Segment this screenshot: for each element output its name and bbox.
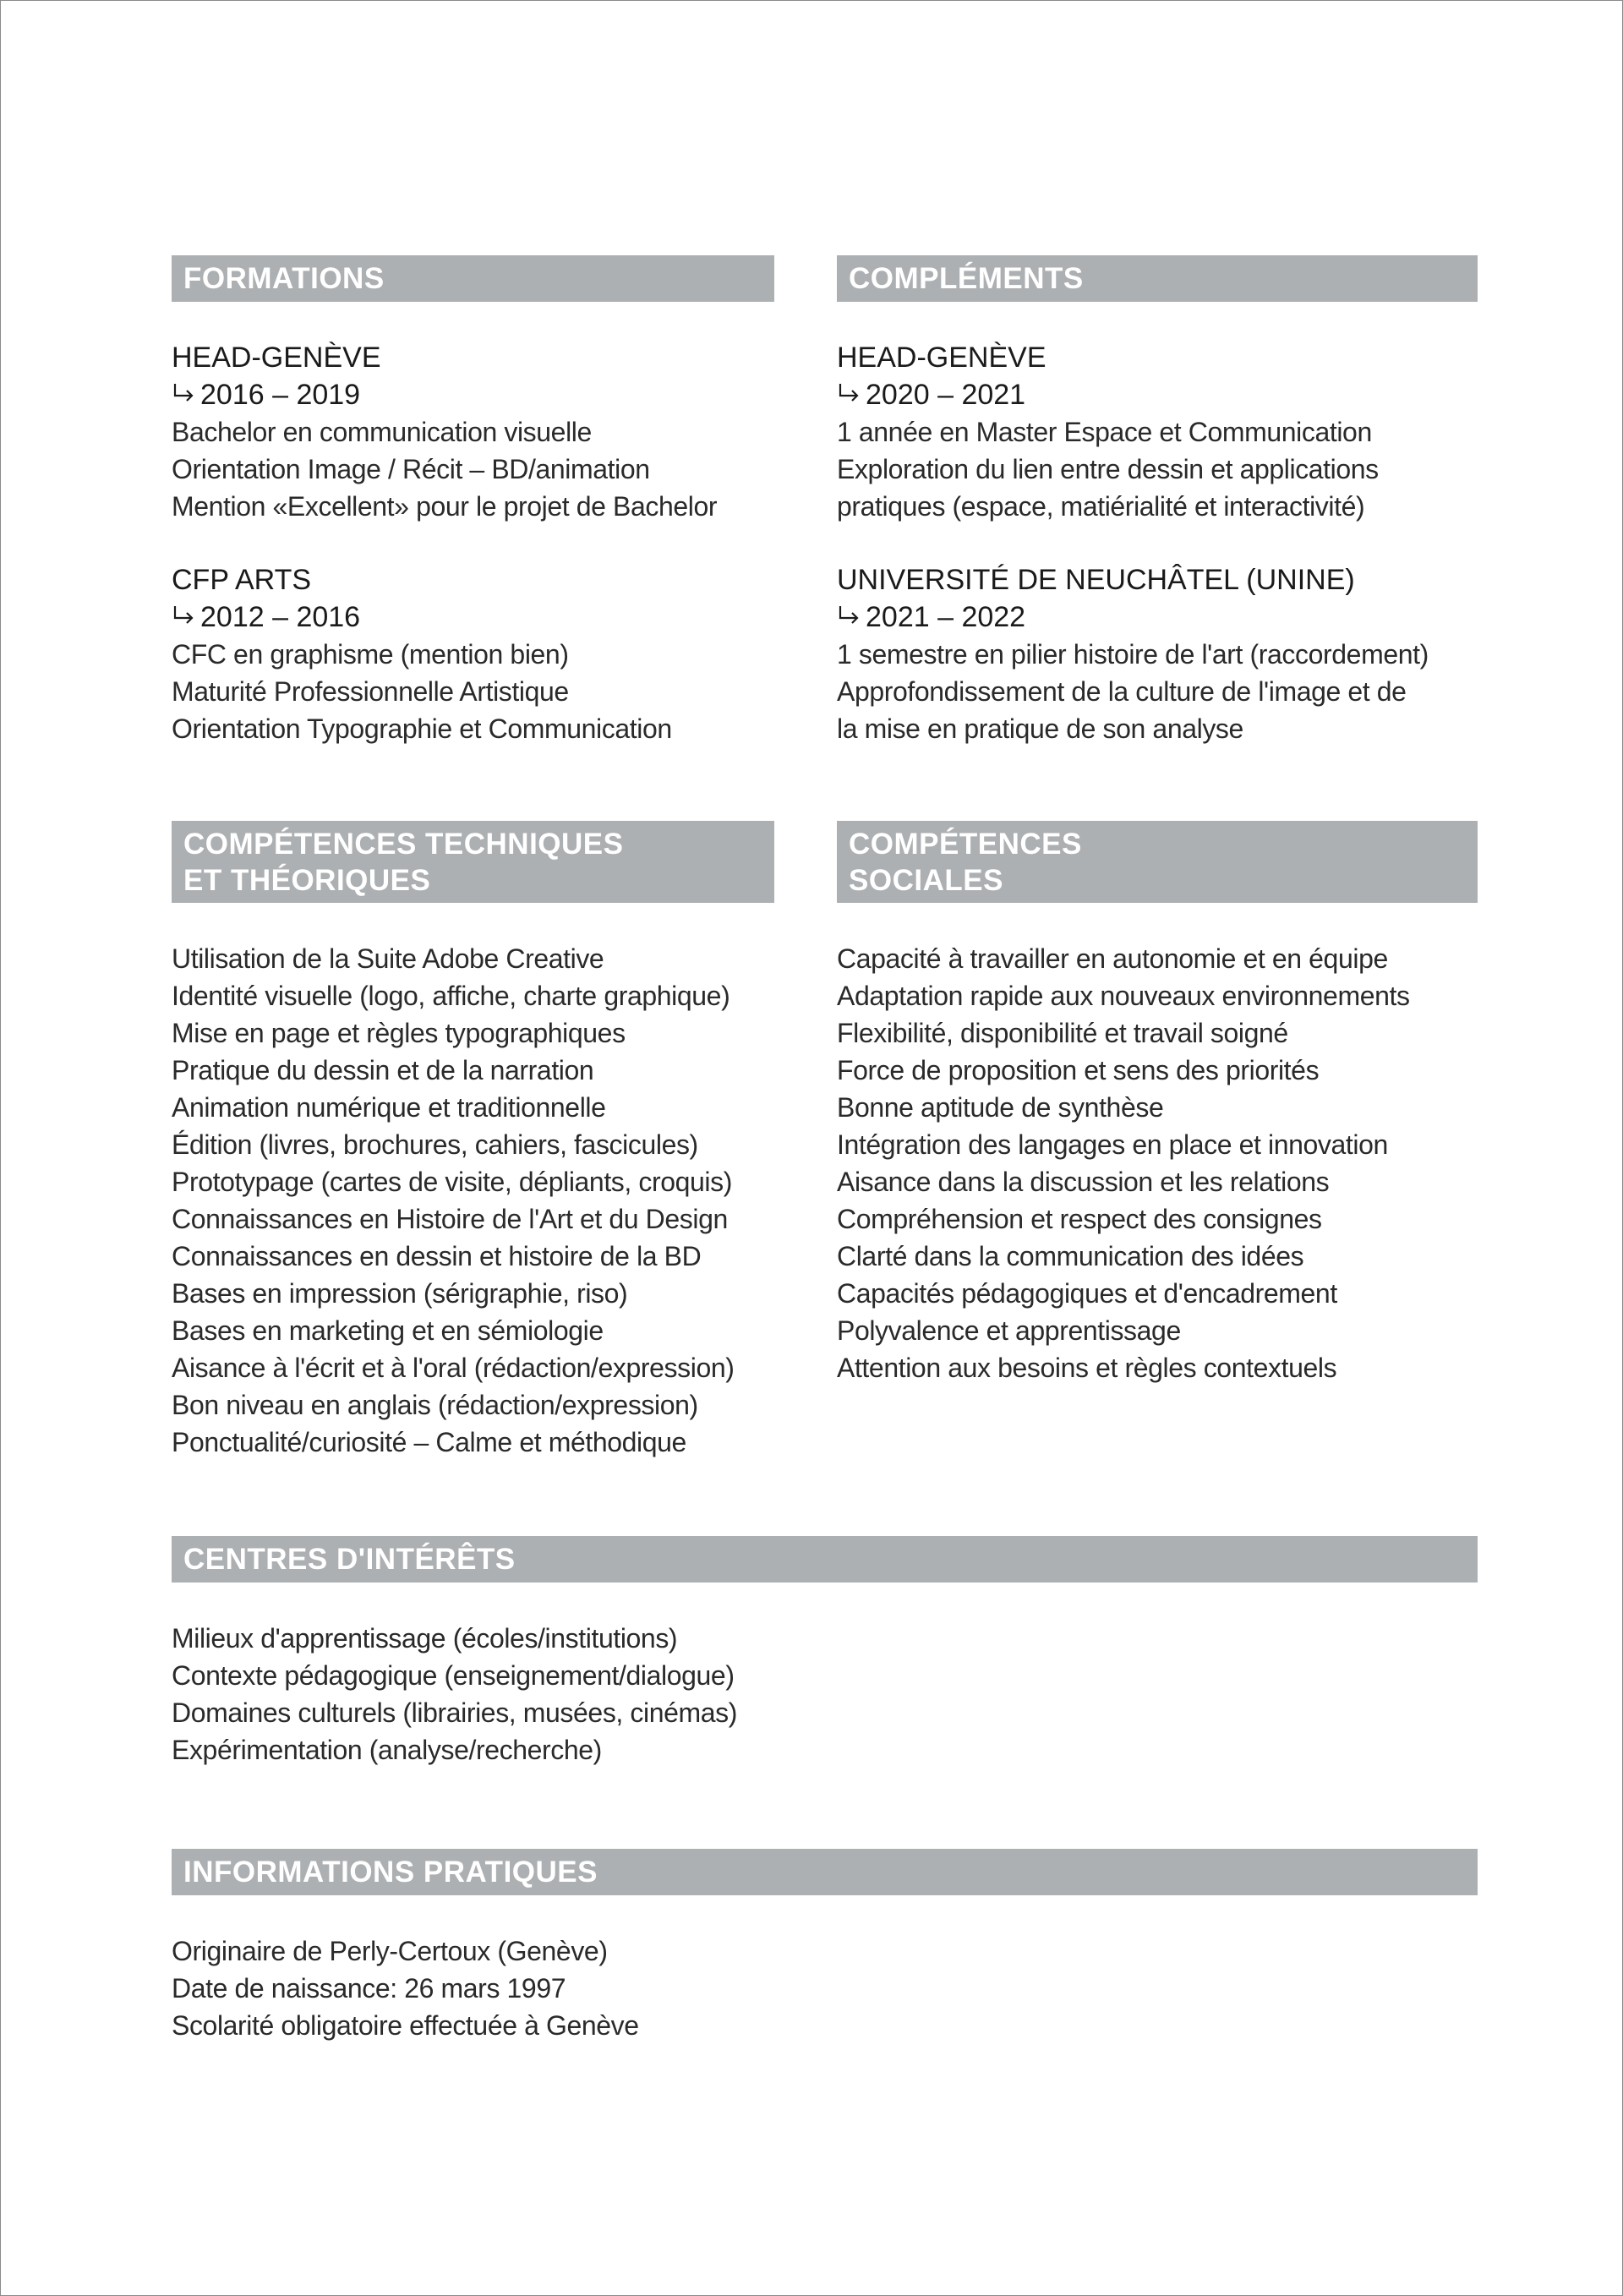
complement-entry (837, 339, 1478, 525)
list-item: Animation numérique et traditionnelle (172, 1092, 606, 1123)
entry-line: CFC en graphisme (mention bien) (172, 639, 569, 670)
competences-techniques-header (172, 821, 774, 903)
formation-entry (172, 561, 774, 747)
entry-line: Approfondissement de la culture de l'image et de (837, 676, 1407, 707)
entry-years (837, 376, 1478, 413)
complements-header-text: COMPLÉMENTS (849, 262, 1084, 295)
entry-line: Mention «Excellent» pour le projet de Bachelor (172, 491, 718, 522)
arrow-down-right-icon (837, 599, 861, 636)
list-item: Ponctualité/curiosité – Calme et méthodique (172, 1427, 686, 1457)
entry-line: la mise en pratique de son analyse (837, 713, 1243, 744)
entry-line: 1 année en Master Espace et Communication (837, 417, 1372, 447)
list-item: Utilisation de la Suite Adobe Creative (172, 943, 604, 974)
header-line: SOCIALES (849, 864, 1003, 897)
formations-header-text: FORMATIONS (183, 262, 385, 295)
competences-sociales-list (837, 940, 1478, 1386)
entry-school: CFP ARTS (172, 564, 312, 596)
entry-years (172, 376, 774, 413)
list-item: Connaissances en Histoire de l'Art et du Design (172, 1204, 728, 1234)
list-item: Intégration des langages en place et innovation (837, 1129, 1388, 1160)
list-item: Connaissances en dessin et histoire de la BD (172, 1241, 702, 1271)
entry-school: HEAD-GENÈVE (172, 342, 381, 374)
list-item: Date de naissance: 26 mars 1997 (172, 1973, 566, 2004)
list-item: Adaptation rapide aux nouveaux environnements (837, 981, 1410, 1011)
entry-line: Maturité Professionnelle Artistique (172, 676, 569, 707)
entry-line: Orientation Image / Récit – BD/animation (172, 454, 650, 484)
list-item: Contexte pédagogique (enseignement/dialogue) (172, 1660, 735, 1691)
competences-sociales-section (837, 821, 1478, 1386)
informations-pratiques-section (172, 1849, 1478, 2044)
list-item: Polyvalence et apprentissage (837, 1315, 1181, 1346)
list-item: Originaire de Perly-Certoux (Genève) (172, 1936, 608, 1966)
list-item: Scolarité obligatoire effectuée à Genève (172, 2010, 639, 2041)
list-item: Identité visuelle (logo, affiche, charte graphique) (172, 981, 730, 1011)
entry-years-text: 2021 – 2022 (866, 601, 1026, 633)
list-item: Flexibilité, disponibilité et travail soigné (837, 1018, 1288, 1048)
entry-line: 1 semestre en pilier histoire de l'art (raccordement) (837, 639, 1429, 670)
list-item: Bon niveau en anglais (rédaction/expression) (172, 1390, 698, 1420)
entry-line: Bachelor en communication visuelle (172, 417, 592, 447)
list-item: Capacités pédagogiques et d'encadrement (837, 1278, 1337, 1309)
entry-years (837, 599, 1478, 636)
centres-interets-list (172, 1620, 1478, 1768)
list-item: Pratique du dessin et de la narration (172, 1055, 594, 1085)
competences-techniques-list (172, 940, 774, 1461)
header-line: ET THÉORIQUES (183, 864, 431, 897)
competences-sociales-header (837, 821, 1478, 903)
list-item: Bases en impression (sérigraphie, riso) (172, 1278, 628, 1309)
list-item: Compréhension et respect des consignes (837, 1204, 1322, 1234)
list-item: Bases en marketing et en sémiologie (172, 1315, 604, 1346)
list-item: Bonne aptitude de synthèse (837, 1092, 1164, 1123)
informations-pratiques-list (172, 1932, 1478, 2044)
informations-pratiques-header-text: INFORMATIONS PRATIQUES (183, 1856, 598, 1889)
list-item: Mise en page et règles typographiques (172, 1018, 626, 1048)
list-item: Aisance à l'écrit et à l'oral (rédaction/expression) (172, 1353, 735, 1383)
arrow-down-right-icon (837, 376, 861, 413)
complements-header (837, 255, 1478, 302)
centres-interets-header (172, 1536, 1478, 1583)
arrow-down-right-icon (172, 599, 195, 636)
list-item: Force de proposition et sens des priorités (837, 1055, 1320, 1085)
entry-years-text: 2020 – 2021 (866, 379, 1026, 411)
informations-pratiques-header (172, 1849, 1478, 1895)
entry-school: HEAD-GENÈVE (837, 342, 1046, 374)
list-item: Clarté dans la communication des idées (837, 1241, 1304, 1271)
list-item: Capacité à travailler en autonomie et en équipe (837, 943, 1388, 974)
arrow-down-right-icon (172, 376, 195, 413)
formations-header (172, 255, 774, 302)
header-line: COMPÉTENCES (849, 828, 1082, 861)
centres-interets-section (172, 1536, 1478, 1768)
entry-years-text: 2012 – 2016 (200, 601, 361, 633)
list-item: Domaines culturels (librairies, musées, cinémas) (172, 1697, 738, 1728)
list-item: Prototypage (cartes de visite, dépliants, croquis) (172, 1167, 733, 1197)
complement-entry (837, 561, 1478, 747)
formation-entry (172, 339, 774, 525)
formations-section (172, 255, 774, 747)
competences-techniques-section (172, 821, 774, 1461)
entry-years-text: 2016 – 2019 (200, 379, 361, 411)
list-item: Attention aux besoins et règles contextuels (837, 1353, 1337, 1383)
centres-interets-header-text: CENTRES D'INTÉRÊTS (183, 1543, 516, 1576)
entry-line: pratiques (espace, matiérialité et interactivité) (837, 491, 1365, 522)
entry-line: Exploration du lien entre dessin et applications (837, 454, 1379, 484)
list-item: Aisance dans la discussion et les relations (837, 1167, 1330, 1197)
header-line: COMPÉTENCES TECHNIQUES (183, 828, 624, 861)
list-item: Milieux d'apprentissage (écoles/institutions) (172, 1623, 678, 1654)
entry-school: UNIVERSITÉ DE NEUCHÂTEL (UNINE) (837, 564, 1355, 596)
list-item: Expérimentation (analyse/recherche) (172, 1735, 602, 1765)
entry-line: Orientation Typographie et Communication (172, 713, 672, 744)
complements-section (837, 255, 1478, 747)
entry-years (172, 599, 774, 636)
list-item: Édition (livres, brochures, cahiers, fascicules) (172, 1129, 698, 1160)
